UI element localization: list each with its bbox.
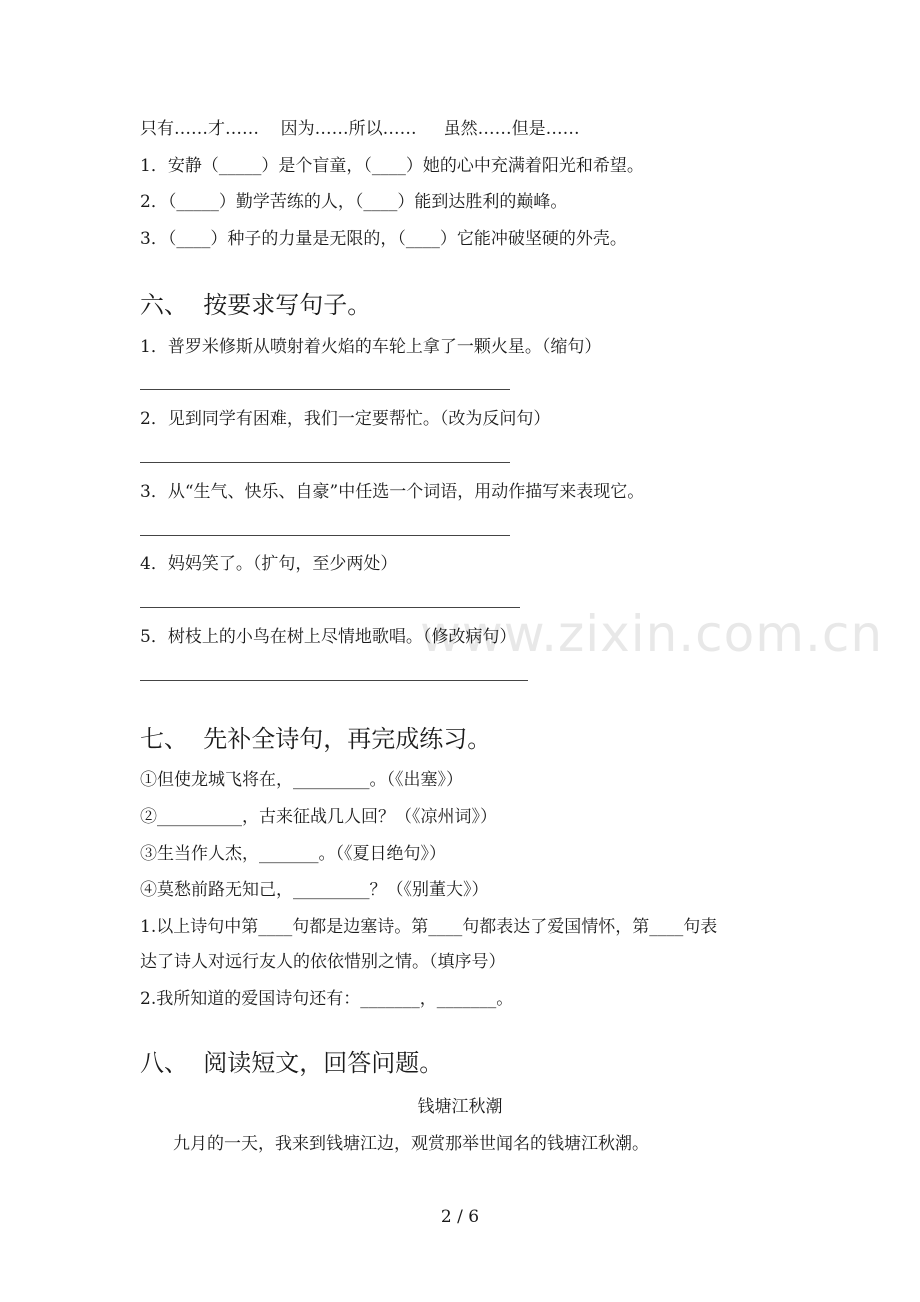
fill-item-1: 1．安静（_____）是个盲童，（____）她的心中充满着阳光和希望。 (140, 156, 644, 176)
word-options: 只有……才…… 因为……所以…… 虽然……但是…… (140, 119, 580, 139)
answer-line-4 (140, 607, 520, 608)
poem-line-4: ④莫愁前路无知己，_________？（《别董大》） (140, 880, 489, 900)
sentence-item-5: 5．树枝上的小鸟在树上尽情地歌唱。（修改病句） (140, 627, 517, 647)
article-paragraph: 九月的一天，我来到钱塘江边，观赏那举世闻名的钱塘江秋潮。 (173, 1134, 649, 1154)
sentence-item-1: 1．普罗米修斯从喷射着火焰的车轮上拿了一颗火星。（缩句） (140, 337, 602, 357)
poem-line-3: ③生当作人杰，_______。（《夏日绝句》） (140, 844, 446, 864)
sentence-item-4: 4．妈妈笑了。（扩句，至少两处） (140, 554, 398, 574)
fill-item-3: 3．（____）种子的力量是无限的，（____）它能冲破坚硬的外壳。 (140, 229, 627, 249)
poem-line-1: ①但使龙城飞将在，_________。（《出塞》） (140, 770, 463, 790)
section-8-heading: 八、 阅读短文，回答问题。 (140, 1049, 444, 1077)
poem-question-1-line-1: 1.以上诗句中第____句都是边塞诗。第____句都表达了爱国情怀，第____句表 (140, 917, 718, 937)
section-6-heading: 六、 按要求写句子。 (140, 291, 372, 319)
poem-question-1-line-2: 达了诗人对远行友人的依依惜别之情。（填序号） (140, 952, 506, 972)
sentence-item-3: 3．从“生气、快乐、自豪”中任选一个词语，用动作描写来表现它。 (140, 482, 645, 502)
answer-line-2 (140, 462, 510, 463)
poem-line-2: ②__________，古来征战几人回？（《凉州词》） (140, 807, 497, 827)
section-7-heading: 七、 先补全诗句，再完成练习。 (140, 725, 492, 753)
answer-line-5 (140, 680, 528, 681)
article-title: 钱塘江秋潮 (417, 1097, 503, 1117)
answer-line-3 (140, 535, 510, 536)
fill-item-2: 2．（_____）勤学苦练的人，（____）能到达胜利的巅峰。 (140, 192, 568, 212)
page-number: 2 / 6 (440, 1207, 480, 1227)
sentence-item-2: 2．见到同学有困难，我们一定要帮忙。（改为反问句） (140, 409, 551, 429)
poem-question-2: 2.我所知道的爱国诗句还有：_______，_______。 (140, 989, 514, 1009)
answer-line-1 (140, 389, 510, 390)
watermark: www.zixin.com.cn (420, 605, 884, 663)
